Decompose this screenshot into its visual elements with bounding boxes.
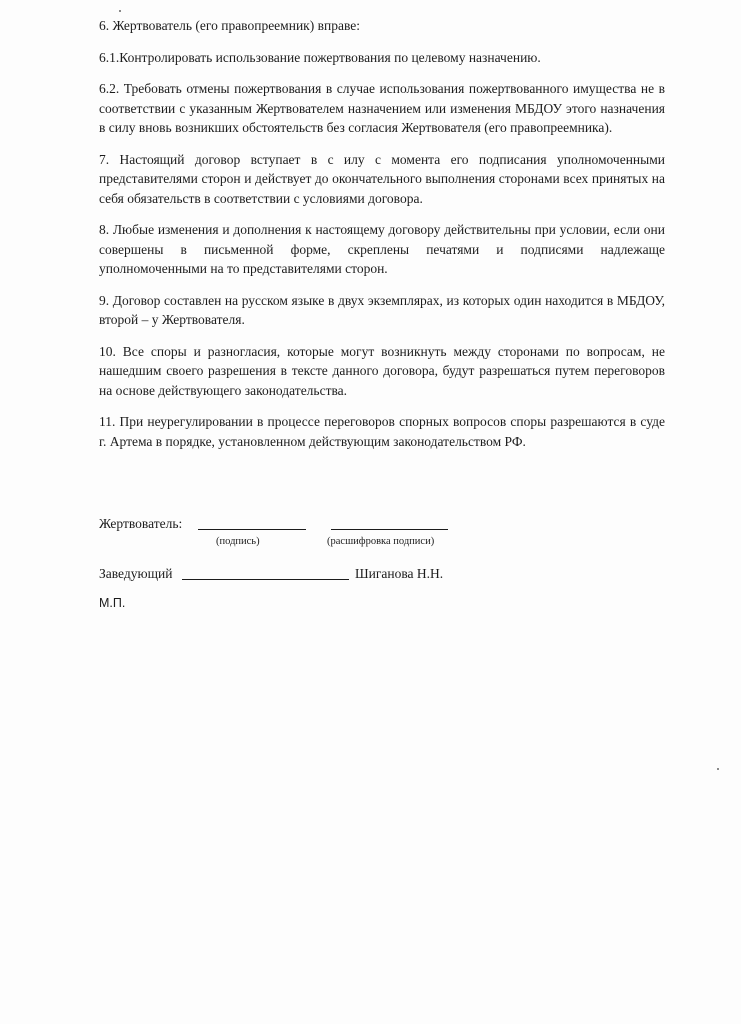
clause-10: 10. Все споры и разногласия, которые могут возникнуть между сторонами по вопросам, не нашедшим своего разрешения в тексте данного договора, будут разрешаться путем переговоров на основе действующего законодательства. [99,343,665,398]
donor-label: Жертвователь: [99,516,183,531]
clause-8: 8. Любые изменения и дополнения к настоящему договору действительны при условии, если они совершены в письменной форме, скреплены печатями и подписями надлежаще уполномоченными на то представителями сторон. [99,222,665,276]
head-name: Шиганова Н.Н. [355,566,444,581]
clause-6-1: 6.1.Контролировать использование пожертвования по целевому назначению. [99,49,541,65]
head-label: Заведующий [99,566,173,581]
donor-signature-row [99,514,665,550]
clause-11: 11. При неурегулировании в процессе переговоров спорных вопросов споры разрешаются в суде г. Артема в порядке, установленном действующим законодательством РФ. [99,414,665,449]
clause-6-2: 6.2. Требовать отмены пожертвования в случае использования пожертвованного имущества не в соответствии с указанным Жертвователем назначением или изменения МБДОУ этого назначения в силу вновь возникших обстоятельств без согласия Жертвователя (его правопреемника). [99,81,665,135]
scan-speck [717,768,719,770]
stamp-place-label: М.П. [99,596,126,610]
clause-9: 9. Договор составлен на русском языке в двух экземплярах, из которых один находится в МБДОУ, второй – у Жертвователя. [99,292,665,327]
head-signature-row [99,564,665,586]
contract-body [99,16,665,463]
scan-speck [119,10,121,12]
donor-signature-line [198,529,306,530]
signature-caption: (подпись) [216,536,260,547]
transcript-caption: (расшифровка подписи) [327,536,435,547]
signature-block [99,514,665,610]
clause-6-heading: 6. Жертвователь (его правопреемник) вправе: [99,18,360,33]
clause-7: 7. Настоящий договор вступает в с илу с момента его подписания уполномоченными представителями сторон и действует до окончательного выполнения сторонами всех принятых на себя обязательств в соответствии с условиями договора. [99,151,665,206]
head-signature-line [182,579,349,580]
donor-transcript-line [331,529,448,530]
